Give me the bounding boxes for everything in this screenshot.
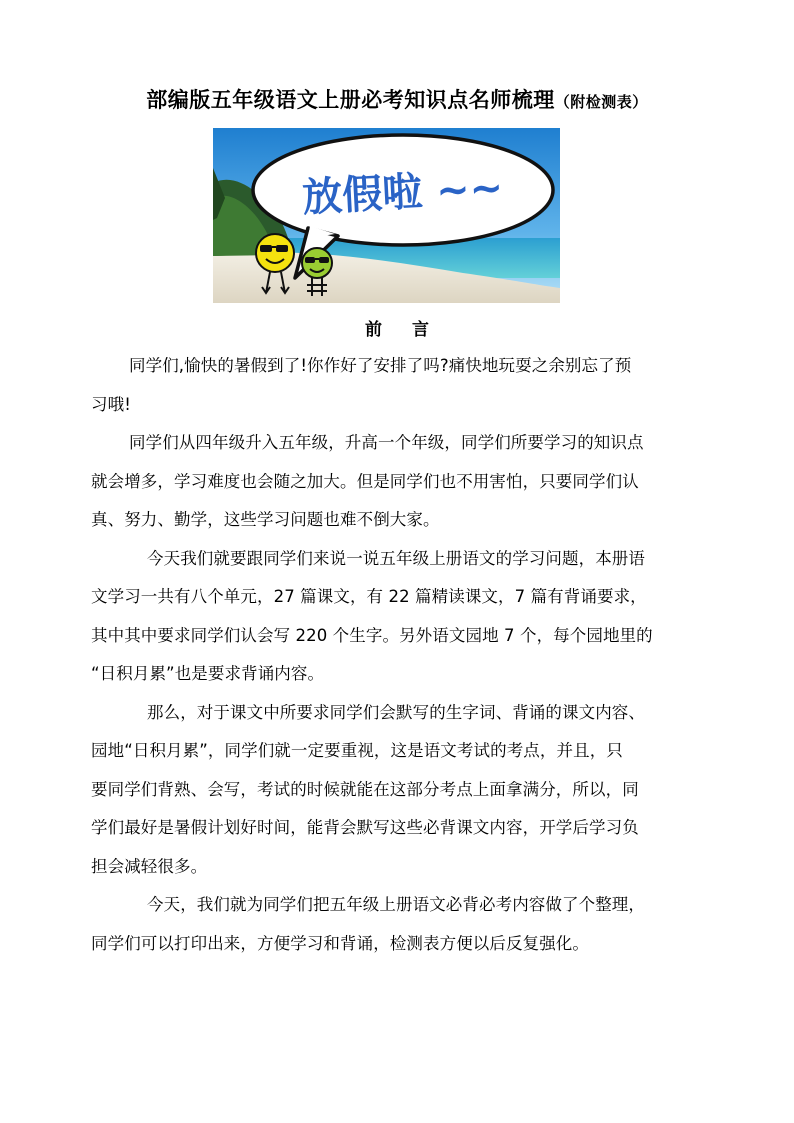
banner-illustration bbox=[213, 128, 560, 303]
preface-paragraph bbox=[91, 886, 703, 963]
paragraph-line: 要同学们背熟、会写，考试的时候就能在这部分考点上面拿满分，所以，同 bbox=[91, 779, 639, 799]
preface-paragraph bbox=[91, 424, 703, 540]
document-title bbox=[0, 84, 794, 114]
preface-paragraph bbox=[91, 347, 703, 424]
preface-heading-char-2: 言 bbox=[412, 320, 429, 340]
title-main: 部编版五年级语文上册必考知识点名师梳理 bbox=[146, 87, 555, 112]
paragraph-line: 同学们,愉快的暑假到了!你作好了安排了吗?痛快地玩耍之余别忘了预 bbox=[129, 356, 632, 375]
paragraph-line: 同学们可以打印出来，方便学习和背诵，检测表方便以后反复强化。 bbox=[91, 933, 589, 953]
paragraph-line: 今天，我们就为同学们把五年级上册语文必背必考内容做了个整理， bbox=[147, 895, 645, 914]
paragraph-line: 学们最好是暑假计划好时间，能背会默写这些必背课文内容，开学后学习负 bbox=[91, 818, 639, 837]
paragraph-line: “日积月累”也是要求背诵内容。 bbox=[91, 664, 325, 683]
paragraph-line: 今天我们就要跟同学们来说一说五年级上册语文的学习问题，本册语 bbox=[147, 548, 645, 568]
paragraph-line: 习哦! bbox=[91, 394, 131, 414]
preface-heading-char-1: 前 bbox=[365, 320, 382, 340]
preface-paragraph bbox=[91, 694, 703, 887]
banner-caption: 放假啦 ~~ bbox=[301, 164, 505, 222]
preface-heading bbox=[0, 315, 794, 340]
preface-paragraph bbox=[91, 540, 703, 694]
title-subtitle: （附检测表） bbox=[554, 93, 648, 111]
paragraph-line: 担会减轻很多。 bbox=[91, 856, 208, 876]
paragraph-line: 其中其中要求同学们认会写 220 个生字。另外语文园地 7 个，每个园地里的 bbox=[91, 625, 653, 645]
paragraph-line: 文学习一共有八个单元，27 篇课文，有 22 篇精读课文，7 篇有背诵要求， bbox=[91, 587, 647, 606]
paragraph-line: 那么，对于课文中所要求同学们会默写的生字词、背诵的课文内容、 bbox=[147, 702, 645, 722]
preface-body bbox=[91, 347, 703, 963]
vacation-banner-image bbox=[213, 128, 560, 303]
paragraph-line: 就会增多，学习难度也会随之加大。但是同学们也不用害怕，只要同学们认 bbox=[91, 471, 639, 491]
paragraph-line: 园地“日积月累”，同学们就一定要重视，这是语文考试的考点，并且，只 bbox=[91, 741, 623, 760]
paragraph-line: 真、努力、勤学，这些学习问题也难不倒大家。 bbox=[91, 510, 440, 529]
paragraph-line: 同学们从四年级升入五年级，升高一个年级，同学们所要学习的知识点 bbox=[129, 433, 644, 452]
